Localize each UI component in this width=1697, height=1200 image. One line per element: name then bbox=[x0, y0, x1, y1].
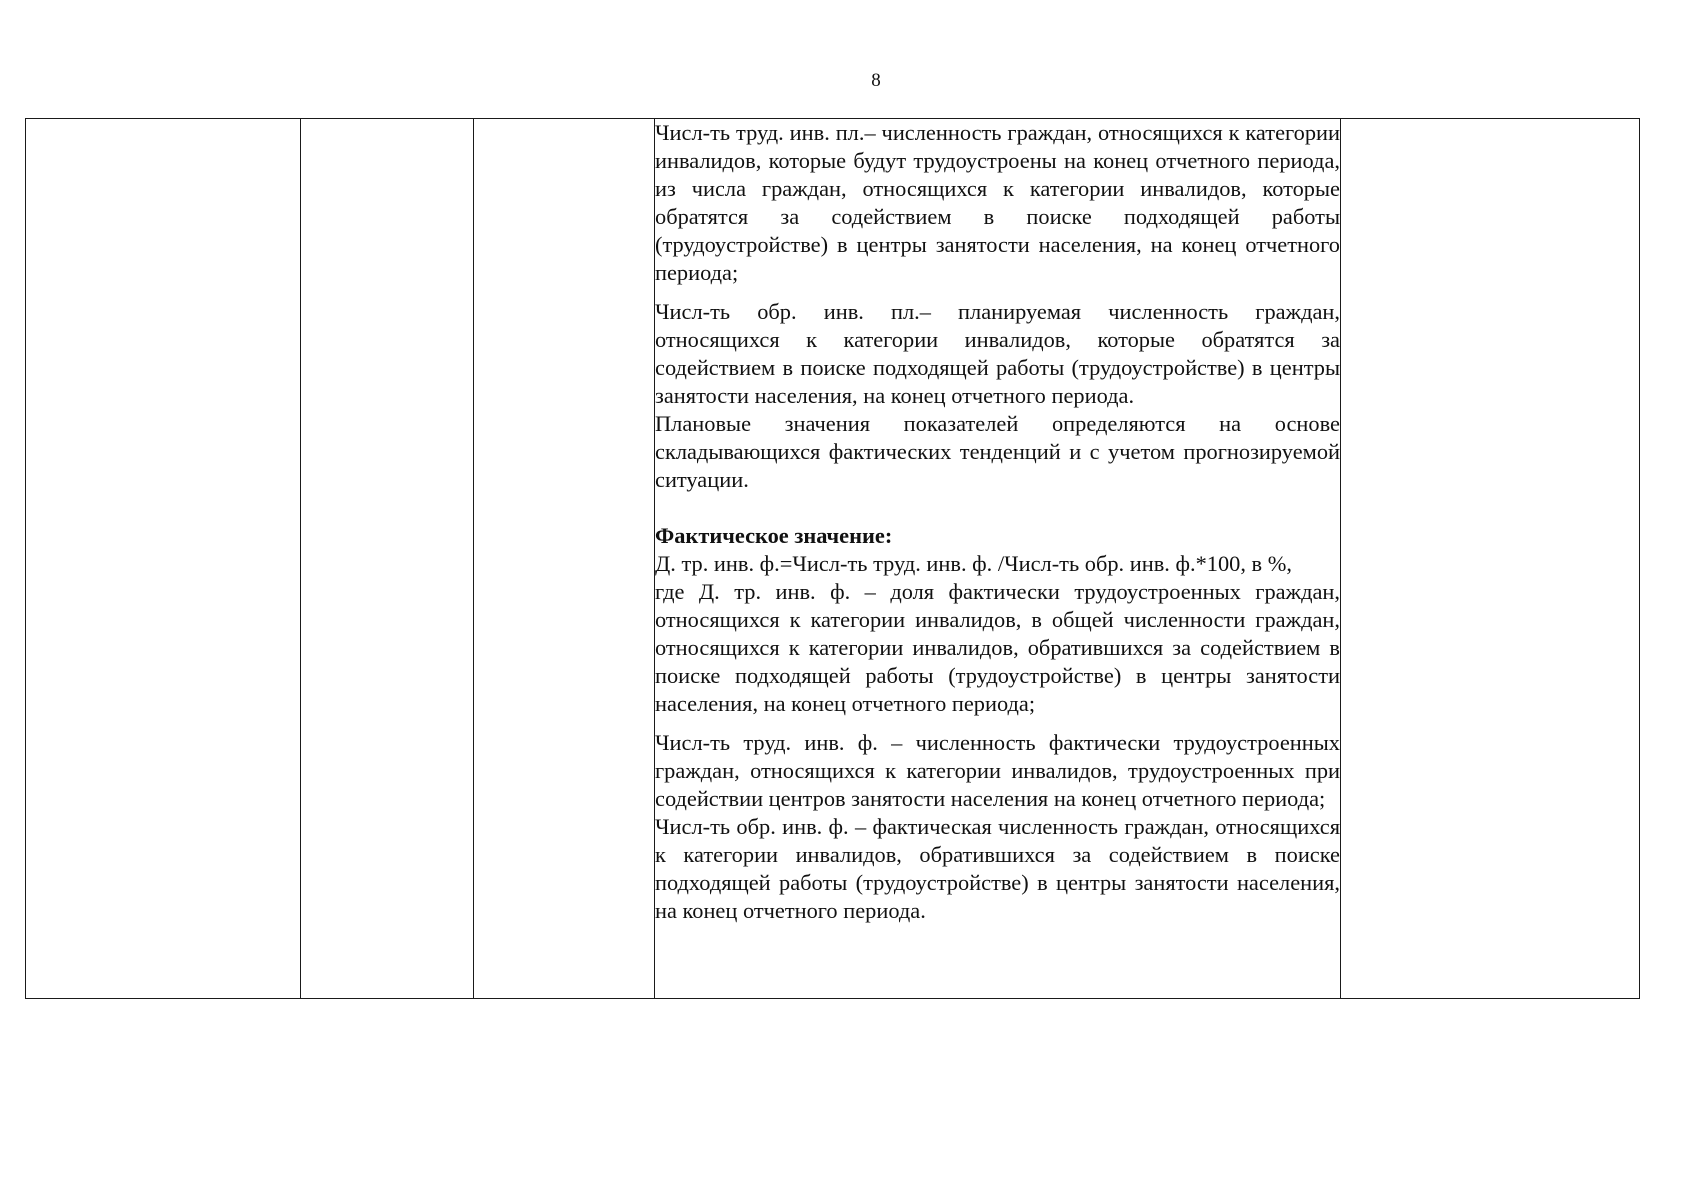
table-cell-col3 bbox=[474, 119, 655, 999]
table-cell-col5 bbox=[1341, 119, 1640, 999]
page-number: 8 bbox=[871, 70, 881, 91]
table-row bbox=[26, 119, 1640, 999]
table-cell-col1 bbox=[26, 119, 301, 999]
actual-share-definition: где Д. тр. инв. ф. – доля фактически трудоустроенных граждан, относящихся к категории инвалидов, в общей численности граждан, относящихся к категории инвалидов, обратившихся за содействием в поиске подходящей работы (трудоустройстве) в центры занятости населения, на конец отчетного периода; bbox=[655, 579, 1340, 716]
planned-values-note: Плановые значения показателей определяются на основе складывающихся фактических тенденций и с учетом прогнозируемой ситуации. bbox=[655, 411, 1340, 492]
table-cell-col2 bbox=[301, 119, 474, 999]
methodology-cell bbox=[655, 119, 1341, 999]
actual-value-heading: Фактическое значение: bbox=[655, 523, 893, 548]
planned-employed-definition: Числ-ть труд. инв. пл.– численность граждан, относящихся к категории инвалидов, которые будут трудоустроены на конец отчетного периода, из числа граждан, относящихся к категории инвалидов, которые обратятся за содействием в поиске подходящей работы (трудоустройстве) в центры занятости населения, на конец отчетного периода; bbox=[655, 120, 1340, 285]
actual-formula: Д. тр. инв. ф.=Числ-ть труд. инв. ф. /Числ-ть обр. инв. ф.*100, в %, bbox=[655, 551, 1292, 576]
planned-applied-definition: Числ-ть обр. инв. пл.– планируемая численность граждан, относящихся к категории инвалидов, которые обратятся за содействием в поиске подходящей работы (трудоустройстве) в центры занятости населения, на конец отчетного периода. bbox=[655, 299, 1340, 408]
indicator-table bbox=[25, 118, 1640, 999]
actual-applied-definition: Числ-ть обр. инв. ф. – фактическая численность граждан, относящихся к категории инвалидов, обратившихся за содействием в поиске подходящей работы (трудоустройстве) в центры занятости населения, на конец отчетного периода. bbox=[655, 814, 1340, 923]
actual-employed-definition: Числ-ть труд. инв. ф. – численность фактически трудоустроенных граждан, относящихся к категории инвалидов, трудоустроенных при содействии центров занятости населения на конец отчетного периода; bbox=[655, 730, 1340, 811]
